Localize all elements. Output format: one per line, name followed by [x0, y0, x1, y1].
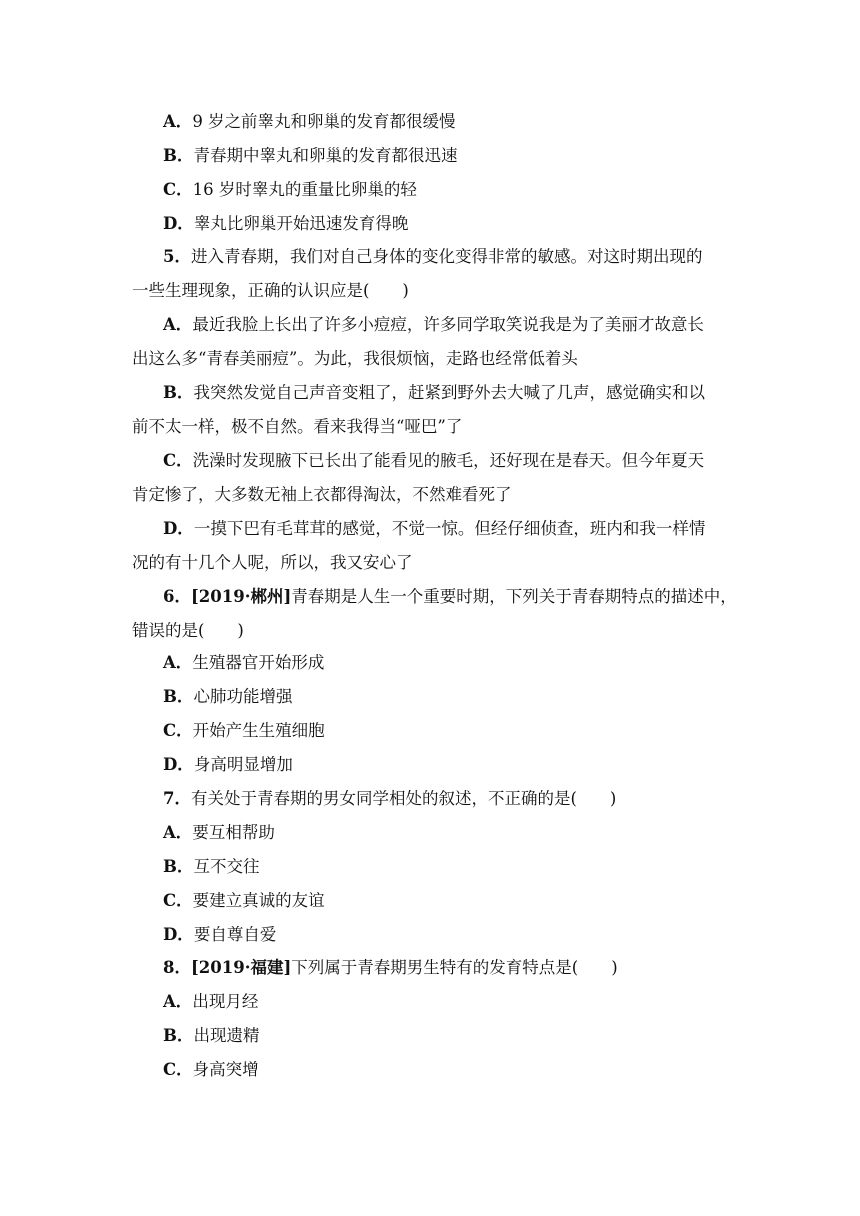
- q5-option-d: D．一摸下巴有毛茸茸的感觉，不觉一惊。但经仔细侦查，班内和我一样情: [163, 519, 706, 538]
- q4-option-d: D．睾丸比卵巢开始迅速发育得晚: [163, 214, 409, 233]
- q4-option-a: A．9 岁之前睾丸和卵巢的发育都很缓慢: [163, 112, 456, 131]
- q6-option-c: C．开始产生生殖细胞: [163, 721, 325, 740]
- q7-option-b: B．互不交往: [163, 857, 260, 876]
- q8-option-b: B．出现遗精: [163, 1026, 260, 1045]
- q5-option-b-continued: 前不太一样，极不自然。看来我得当“哑巴”了: [132, 417, 463, 436]
- q5-stem: 5．进入青春期，我们对自己身体的变化变得非常的敏感。对这时期出现的: [163, 247, 703, 266]
- q5-option-d-continued: 况的有十几个人呢，所以，我又安心了: [132, 553, 413, 572]
- q6-option-a: A．生殖器官开始形成: [163, 653, 325, 672]
- q6-stem: 6．[2019·郴州]青春期是人生一个重要时期，下列关于青春期特点的描述中，: [163, 587, 737, 606]
- q6-option-b: B．心肺功能增强: [163, 687, 293, 706]
- q5-option-c: C．洗澡时发现腋下已长出了能看见的腋毛，还好现在是春天。但今年夏天: [163, 451, 705, 470]
- q6-option-d: D．身高明显增加: [163, 755, 293, 774]
- q7-option-a: A．要互相帮助: [163, 823, 275, 842]
- q5-option-a-continued: 出这么多“青春美丽痘”。为此，我很烦恼，走路也经常低着头: [132, 349, 578, 368]
- q7-stem: 7．有关处于青春期的男女同学相处的叙述，不正确的是( ): [163, 789, 617, 808]
- q4-option-c: C．16 岁时睾丸的重量比卵巢的轻: [163, 180, 417, 199]
- q6-stem-continued: 错误的是( ): [132, 621, 244, 640]
- q8-option-a: A．出现月经: [163, 992, 259, 1011]
- q5-option-a: A．最近我脸上长出了许多小痘痘，许多同学取笑说我是为了美丽才故意长: [163, 315, 704, 334]
- q8-stem: 8．[2019·福建]下列属于青春期男生特有的发育特点是( ): [163, 958, 618, 977]
- q7-option-d: D．要自尊自爱: [163, 925, 277, 944]
- q8-source: [2019·福建]: [190, 958, 292, 977]
- q8-option-c: C．身高突增: [163, 1060, 259, 1079]
- q5-option-c-continued: 肯定惨了，大多数无袖上衣都得淘汰，不然难看死了: [132, 485, 512, 504]
- q7-option-c: C．要建立真诚的友谊: [163, 891, 325, 910]
- q5-stem-continued: 一些生理现象，正确的认识应是( ): [132, 281, 409, 300]
- q4-option-b: B．青春期中睾丸和卵巢的发育都很迅速: [163, 146, 458, 165]
- q6-source: [2019·郴州]: [190, 587, 292, 606]
- q5-option-b: B．我突然发觉自己声音变粗了，赶紧到野外去大喊了几声，感觉确实和以: [163, 383, 705, 402]
